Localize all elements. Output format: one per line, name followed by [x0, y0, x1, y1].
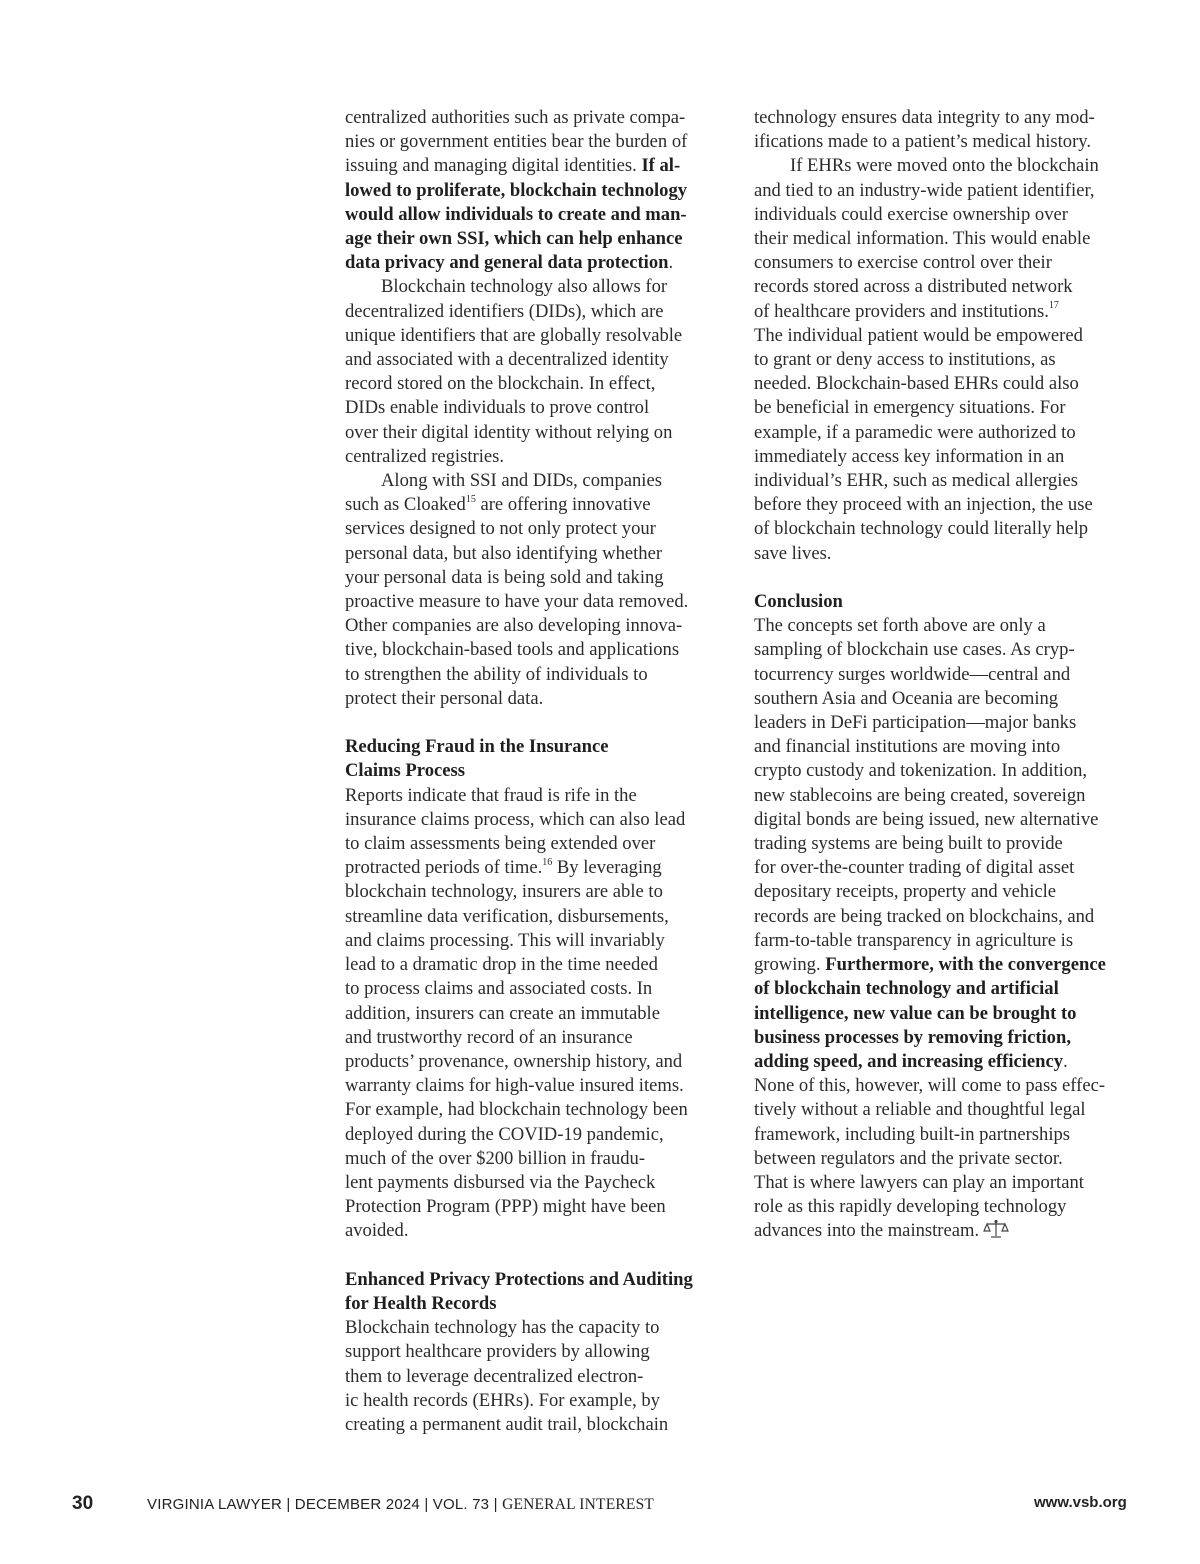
ssi-paragraph — [345, 106, 723, 275]
text-line: nies or government entities bear the burden of — [345, 131, 688, 153]
text-line: record stored on the blockchain. In effect, — [345, 373, 656, 395]
text-line — [345, 251, 723, 275]
bold-line: of blockchain technology and artificial — [754, 978, 1059, 1000]
text-line: records stored across a distributed network — [754, 276, 1073, 298]
left-column — [345, 106, 723, 1437]
text-line: and claims processing. This will invariably — [345, 929, 665, 951]
text-line: technology ensures data integrity to any mod- — [754, 107, 1095, 128]
text-line: depositary receipts, property and vehicle — [754, 881, 1057, 903]
cloaked-paragraph — [345, 469, 723, 711]
fraud-section — [345, 735, 723, 1243]
text-line: over their digital identity without relying on — [345, 421, 673, 443]
text-line: and financial institutions are moving into — [754, 736, 1061, 758]
text-line: lead to a dramatic drop in the time needed — [345, 954, 658, 976]
text-line: their medical information. This would enable — [754, 228, 1091, 250]
text-line: support healthcare providers by allowing — [345, 1341, 650, 1363]
text-line — [754, 953, 1132, 977]
footnote-ref-17[interactable]: 17 — [1048, 300, 1059, 312]
text-line: farm-to-table transparency in agriculture is — [754, 929, 1074, 951]
text-line: centralized authorities such as private compa- — [345, 107, 686, 128]
text-line: individual’s EHR, such as medical allergies — [754, 470, 1078, 492]
bold-line: business processes by removing friction, — [754, 1026, 1071, 1048]
conclusion-section — [754, 590, 1132, 1243]
text-line: creating a permanent audit trail, blockchain — [345, 1413, 669, 1435]
text-line: and tied to an industry-wide patient identifier, — [754, 179, 1095, 201]
text-line: If EHRs were moved onto the blockchain — [790, 155, 1099, 177]
text-line: save lives. — [754, 542, 832, 564]
text-line: tive, blockchain-based tools and applications — [345, 639, 680, 661]
text-run: of healthcare providers and institutions. — [754, 300, 1049, 322]
text-line: Blockchain technology also allows for — [381, 276, 668, 298]
bold-line: age their own SSI, which can help enhance — [345, 228, 683, 250]
text-line: products’ provenance, ownership history, and — [345, 1050, 683, 1072]
text-line: DIDs enable individuals to prove control — [345, 397, 650, 419]
text-line: Reports indicate that fraud is rife in the — [345, 784, 637, 806]
text-run: growing. — [754, 954, 826, 976]
text-run: . — [1063, 1050, 1068, 1072]
text-line: That is where lawyers can play an important — [754, 1171, 1084, 1193]
text-line: blockchain technology, insurers are able to — [345, 881, 663, 903]
paragraph-gap — [345, 1244, 723, 1268]
text-line: Other companies are also developing innova- — [345, 615, 683, 637]
text-line: trading systems are being built to provide — [754, 833, 1063, 855]
text-line: sampling of blockchain use cases. As cryp- — [754, 639, 1075, 661]
text-line: to strengthen the ability of individuals to — [345, 663, 648, 685]
text-line: leaders in DeFi participation—major banks — [754, 712, 1077, 734]
text-line: deployed during the COVID-19 pandemic, — [345, 1123, 664, 1145]
text-line: records are being tracked on blockchains, and — [754, 905, 1095, 927]
text-line: of blockchain technology could literally help — [754, 518, 1089, 540]
text-line: avoided. — [345, 1220, 409, 1242]
text-line: much of the over $200 billion in fraudu- — [345, 1147, 646, 1169]
text-line: Along with SSI and DIDs, companies — [381, 470, 662, 492]
text-line: for over-the-counter trading of digital asset — [754, 857, 1075, 879]
text-line: ic health records (EHRs). For example, by — [345, 1389, 660, 1411]
text-line: to grant or deny access to institutions, as — [754, 349, 1056, 371]
paragraph-gap — [754, 566, 1132, 590]
text-line: addition, insurers can create an immutable — [345, 1002, 660, 1024]
text-line: Blockchain technology has the capacity to — [345, 1317, 660, 1339]
text-run: issuing and managing digital identities. — [345, 155, 637, 177]
text-run: are offering innovative — [475, 494, 651, 516]
text-line — [754, 300, 1132, 324]
bold-text: data privacy and general data protection — [345, 252, 669, 274]
text-line: warranty claims for high-value insured items. — [345, 1075, 684, 1097]
did-paragraph — [345, 275, 723, 469]
website-link[interactable]: www.vsb.org — [1034, 1494, 1127, 1511]
text-line: digital bonds are being issued, new alternative — [754, 808, 1099, 830]
text-line: them to leverage decentralized electron- — [345, 1365, 644, 1387]
text-line: crypto custody and tokenization. In addition, — [754, 760, 1088, 782]
text-line: example, if a paramedic were authorized to — [754, 421, 1076, 443]
text-line: role as this rapidly developing technology — [754, 1196, 1067, 1218]
bold-text: Furthermore, with the convergence — [825, 954, 1106, 976]
text-line: lent payments disbursed via the Paycheck — [345, 1171, 656, 1193]
section-heading: Claims Process — [345, 760, 465, 782]
text-line: framework, including built-in partnerships — [754, 1123, 1071, 1145]
text-line: be beneficial in emergency situations. For — [754, 397, 1066, 419]
text-line — [345, 493, 723, 517]
text-line: needed. Blockchain-based EHRs could also — [754, 373, 1079, 395]
text-line: your personal data is being sold and taking — [345, 566, 664, 588]
bold-text: adding speed, and increasing efficiency — [754, 1050, 1064, 1072]
page-footer — [0, 1493, 1200, 1517]
section-heading: for Health Records — [345, 1292, 497, 1314]
text-line: consumers to exercise control over their — [754, 252, 1052, 274]
text-line: immediately access key information in an — [754, 445, 1065, 467]
text-line: individuals could exercise ownership over — [754, 203, 1068, 225]
text-line: The concepts set forth above are only a — [754, 615, 1046, 637]
scales-of-justice-icon — [983, 1219, 1009, 1239]
footnote-ref-15[interactable]: 15 — [465, 494, 476, 506]
paragraph-gap — [345, 711, 723, 735]
bold-line: lowed to proliferate, blockchain technology — [345, 179, 688, 201]
text-line: proactive measure to have your data removed. — [345, 591, 689, 613]
text-line — [345, 154, 723, 178]
text-line — [345, 856, 723, 880]
text-line: to process claims and associated costs. In — [345, 978, 653, 1000]
bold-line: would allow individuals to create and man- — [345, 203, 687, 225]
text-run: By leveraging — [552, 857, 662, 879]
text-line: southern Asia and Oceania are becoming — [754, 687, 1059, 709]
text-run: such as Cloaked — [345, 494, 466, 516]
bold-line: intelligence, new value can be brought to — [754, 1002, 1077, 1024]
text-line: before they proceed with an injection, the use — [754, 494, 1093, 516]
text-line: protect their personal data. — [345, 687, 544, 709]
text-line: centralized registries. — [345, 445, 505, 467]
text-line: ifications made to a patient’s medical history. — [754, 131, 1092, 153]
text-line: and trustworthy record of an insurance — [345, 1026, 633, 1048]
text-line: personal data, but also identifying whether — [345, 542, 663, 564]
text-run: protracted periods of time. — [345, 857, 543, 879]
footnote-ref-16[interactable]: 16 — [542, 857, 553, 869]
continuation-paragraph — [754, 106, 1132, 154]
text-line: Protection Program (PPP) might have been — [345, 1196, 666, 1218]
text-run: advances into the mainstream. — [754, 1220, 980, 1242]
text-line: For example, had blockchain technology been — [345, 1099, 688, 1121]
text-line: and associated with a decentralized identity — [345, 349, 669, 371]
text-line: services designed to not only protect your — [345, 518, 656, 540]
text-line — [754, 1050, 1132, 1074]
section-heading: Enhanced Privacy Protections and Auditing — [345, 1268, 693, 1290]
publication-name: VIRGINIA LAWYER | DECEMBER 2024 | VOL. 73 | — [147, 1496, 503, 1513]
text-line: insurance claims process, which can also lead — [345, 808, 686, 830]
text-line: decentralized identifiers (DIDs), which are — [345, 300, 664, 322]
text-line: between regulators and the private sector. — [754, 1147, 1063, 1169]
section-heading: Conclusion — [754, 591, 843, 613]
text-line: None of this, however, will come to pass effec- — [754, 1075, 1106, 1097]
ehr-paragraph — [754, 154, 1132, 565]
text-line: to claim assessments being extended over — [345, 833, 656, 855]
publication-info — [147, 1496, 654, 1514]
page-number: 30 — [72, 1493, 94, 1514]
text-line: unique identifiers that are globally resolvable — [345, 324, 683, 346]
text-line: The individual patient would be empowered — [754, 324, 1083, 346]
text-line: streamline data verification, disbursements, — [345, 905, 669, 927]
text-line — [754, 1219, 1132, 1243]
section-heading: Reducing Fraud in the Insurance — [345, 736, 609, 758]
bold-text: If al- — [641, 155, 681, 177]
text-line: tively without a reliable and thoughtful legal — [754, 1099, 1086, 1121]
health-section — [345, 1268, 723, 1437]
right-column — [754, 106, 1132, 1244]
section-label: GENERAL INTEREST — [502, 1496, 655, 1513]
text-line: tocurrency surges worldwide—central and — [754, 663, 1071, 685]
text-line: new stablecoins are being created, sovereign — [754, 784, 1086, 806]
text-run: . — [668, 252, 674, 274]
